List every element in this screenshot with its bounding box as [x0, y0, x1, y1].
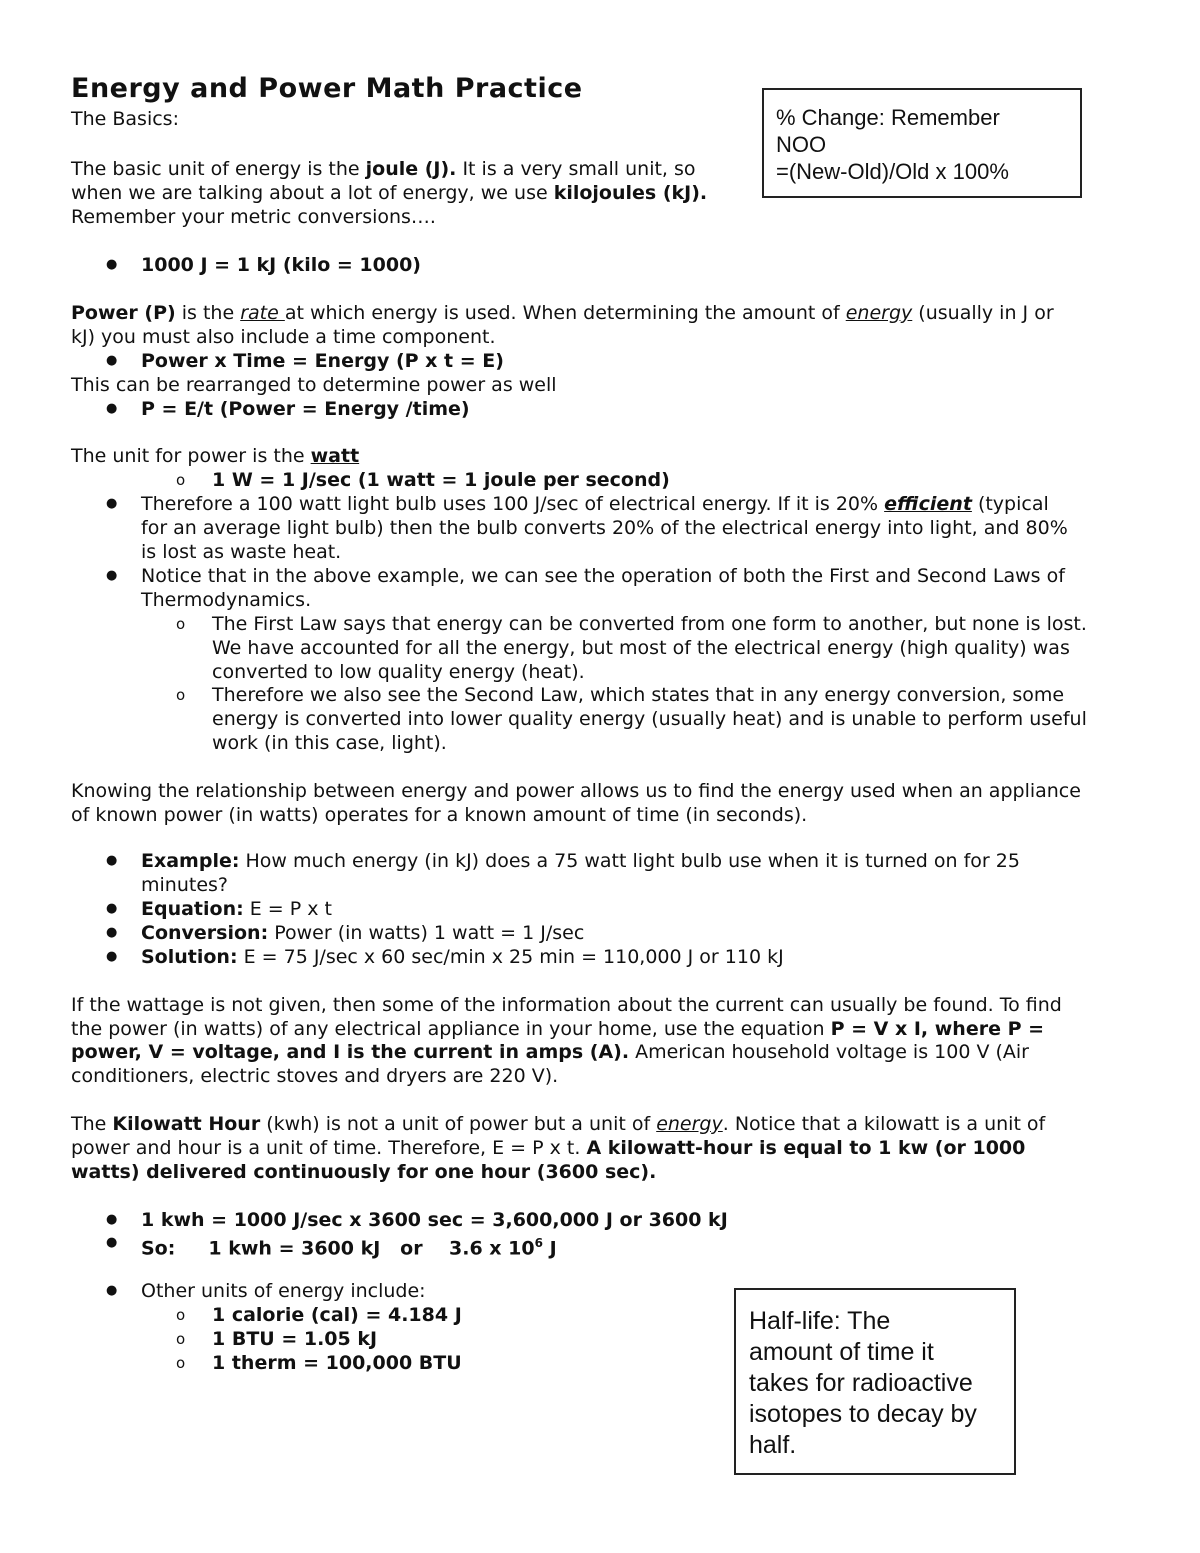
bullet-icon: ● [106, 257, 118, 272]
bullet-icon: ● [106, 925, 118, 940]
knowing-line-1: Knowing the relationship between energy and power allows us to find the energy used when an appliance [71, 780, 1081, 802]
therm-unit: 1 therm = 100,000 BTU [212, 1352, 462, 1374]
circle-bullet-icon: o [176, 471, 186, 489]
first-law-line-1: The First Law says that energy can be converted from one form to another, but none is lost. [212, 613, 1087, 635]
circle-bullet-icon: o [176, 1330, 186, 1348]
bullet-icon: ● [106, 1212, 118, 1227]
page-title: Energy and Power Math Practice [71, 73, 583, 104]
lightbulb-line-3: is lost as waste heat. [141, 541, 342, 563]
power-line-1: Power (P) is the rate at which energy is used. When determining the amount of energy (usually in J or [71, 302, 1054, 324]
circle-bullet-icon: o [176, 686, 186, 704]
example-line-2: minutes? [141, 874, 228, 896]
calorie-unit: 1 calorie (cal) = 4.184 J [212, 1304, 462, 1326]
half-life-line-2: amount of time it [749, 1338, 934, 1366]
kilo-conversion: 1000 J = 1 kJ (kilo = 1000) [141, 254, 421, 276]
equation-line: Equation: E = P x t [141, 898, 332, 920]
bullet-icon: ● [106, 853, 118, 868]
power-line-2: kJ) you must also include a time component. [71, 326, 496, 348]
example-line-1: Example: How much energy (in kJ) does a 75 watt light bulb use when it is turned on for 25 [141, 850, 1020, 872]
circle-bullet-icon: o [176, 1354, 186, 1372]
second-law-line-2: energy is converted into lower quality energy (usually heat) and is unable to perform useful [212, 708, 1087, 730]
kwh-line-3: watts) delivered continuously for one hour (3600 sec). [71, 1161, 657, 1183]
wattage-line-4: conditioners, electric stoves and dryers are 220 V). [71, 1065, 559, 1087]
power-rearranged: P = E/t (Power = Energy /time) [141, 398, 470, 420]
section-subtitle: The Basics: [71, 108, 179, 130]
kwh-line-1: The Kilowatt Hour (kwh) is not a unit of power but a unit of energy. Notice that a kilowatt is a unit of [71, 1113, 1046, 1135]
watt-definition: 1 W = 1 J/sec (1 watt = 1 joule per second) [212, 469, 670, 491]
first-law-line-3: converted to low quality energy (heat). [212, 661, 585, 683]
percent-change-line-2: NOO [776, 132, 827, 157]
half-life-line-4: isotopes to decay by [749, 1400, 977, 1428]
percent-change-box [762, 88, 1082, 198]
knowing-line-2: of known power (in watts) operates for a known amount of time (in seconds). [71, 804, 808, 826]
first-law-line-2: We have accounted for all the energy, but most of the electrical energy (high quality) was [212, 637, 1070, 659]
power-formula: Power x Time = Energy (P x t = E) [141, 350, 504, 372]
half-life-line-5: half. [749, 1431, 797, 1459]
lightbulb-line-1: Therefore a 100 watt light bulb uses 100 J/sec of electrical energy. If it is 20% efficient (typical [141, 493, 1049, 515]
kwh-so-line: So: 1 kwh = 3600 kJ or 3.6 x $10^6$ J [141, 1236, 557, 1260]
percent-change-line-3: =(New-Old)/Old x 100% [776, 159, 1009, 184]
bullet-icon: ● [106, 1283, 118, 1298]
kwh-line-2: power and hour is a unit of time. Therefore, E = P x t. A kilowatt-hour is equal to 1 kw (or 1000 [71, 1137, 1026, 1159]
circle-bullet-icon: o [176, 1306, 186, 1324]
bullet-icon: ● [106, 496, 118, 511]
solution-line: Solution: E = 75 J/sec x 60 sec/min x 25 min = 110,000 J or 110 kJ [141, 946, 784, 968]
half-life-line-3: takes for radioactive [749, 1369, 973, 1397]
thermo-line-1: Notice that in the above example, we can see the operation of both the First and Second Laws of [141, 565, 1065, 587]
kwh-conversion: 1 kwh = 1000 J/sec x 3600 sec = 3,600,000 J or 3600 kJ [141, 1209, 728, 1231]
bullet-icon: ● [106, 901, 118, 916]
wattage-line-3: power, V = voltage, and I is the current in amps (A). American household voltage is 100 V (Air [71, 1041, 1029, 1063]
half-life-line-1: Half-life: The [749, 1307, 891, 1335]
intro-line-3: Remember your metric conversions…. [71, 206, 436, 228]
btu-unit: 1 BTU = 1.05 kJ [212, 1328, 378, 1350]
bullet-icon: ● [106, 1235, 118, 1250]
bullet-icon: ● [106, 401, 118, 416]
half-life-box [734, 1288, 1016, 1475]
other-units-line: Other units of energy include: [141, 1280, 426, 1302]
second-law-line-1: Therefore we also see the Second Law, which states that in any energy conversion, some [212, 684, 1065, 706]
conversion-line: Conversion: Power (in watts) 1 watt = 1 J/sec [141, 922, 585, 944]
second-law-line-3: work (in this case, light). [212, 732, 447, 754]
wattage-line-1: If the wattage is not given, then some of the information about the current can usually be found. To find [71, 994, 1062, 1016]
percent-change-line-1: % Change: Remember [776, 105, 1000, 130]
bullet-icon: ● [106, 353, 118, 368]
wattage-line-2: the power (in watts) of any electrical appliance in your home, use the equation P = V x I, where P = [71, 1018, 1045, 1040]
watt-line-1: The unit for power is the watt [71, 445, 360, 467]
intro-line-1: The basic unit of energy is the joule (J). It is a very small unit, so [71, 158, 696, 180]
circle-bullet-icon: o [176, 615, 186, 633]
bullet-icon: ● [106, 949, 118, 964]
bullet-icon: ● [106, 568, 118, 583]
intro-line-2: when we are talking about a lot of energy, we use kilojoules (kJ). [71, 182, 708, 204]
power-line-3: This can be rearranged to determine power as well [71, 374, 557, 396]
lightbulb-line-2: for an average light bulb) then the bulb converts 20% of the electrical energy into light, and 80% [141, 517, 1068, 539]
thermo-line-2: Thermodynamics. [141, 589, 312, 611]
